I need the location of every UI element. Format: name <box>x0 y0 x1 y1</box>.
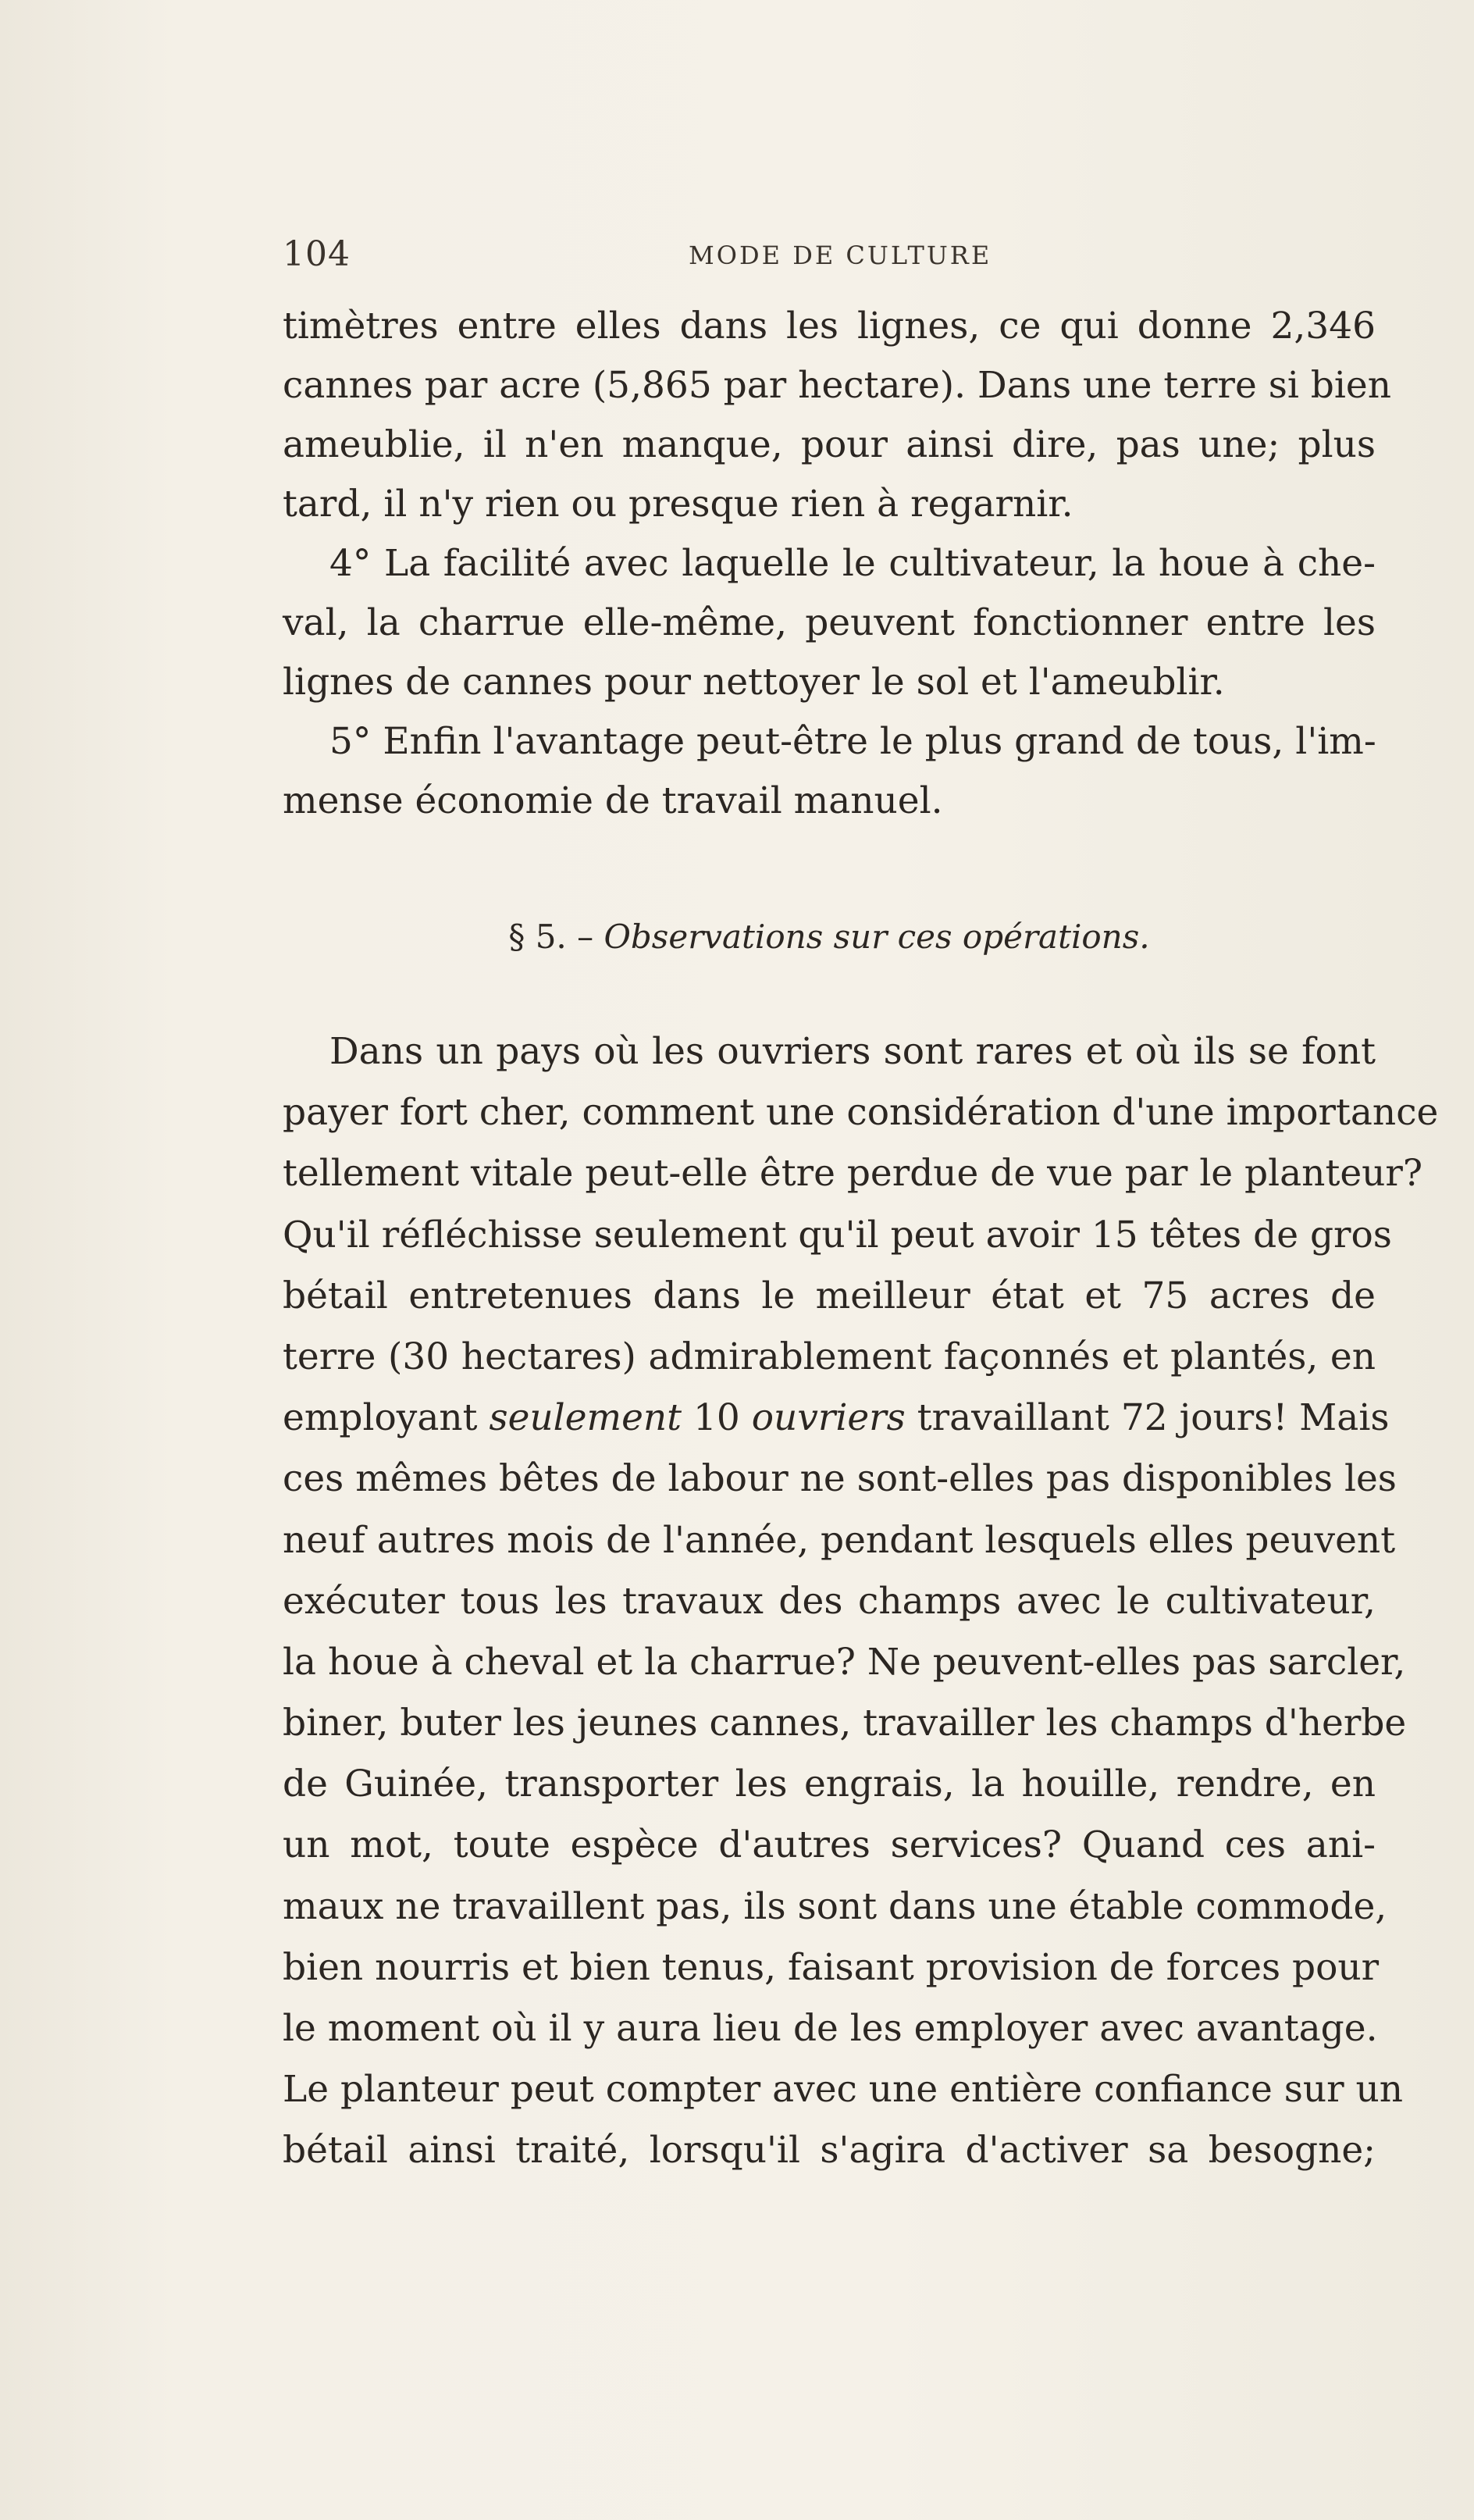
paragraph-line: exécuter tous les travaux des champs avec le cultivateur, <box>283 1579 1376 1623</box>
paragraph-line: 4° La facilité avec laquelle le cultivateur, la houe à che- <box>329 542 1376 585</box>
paragraph-line: tard, il n'y rien ou presque rien à regarnir. <box>283 483 1073 526</box>
running-title: MODE DE CULTURE <box>689 241 992 270</box>
text-block-top <box>283 297 1392 831</box>
paragraph-line: le moment où il y aura lieu de les employer avec avantage. <box>283 2007 1378 2050</box>
paragraph-line: de Guinée, transporter les engrais, la houille, rendre, en <box>283 1763 1376 1806</box>
paragraph-line: timètres entre elles dans les lignes, ce qui donne 2,346 <box>283 305 1376 348</box>
paragraph-line: biner, buter les jeunes cannes, travailler les champs d'herbe <box>283 1702 1407 1745</box>
paragraph-line: val, la charrue elle-même, peuvent fonctionner entre les <box>283 601 1376 644</box>
paragraph-line: Dans un pays où les ouvriers sont rares et où ils se font <box>329 1030 1376 1073</box>
page-header <box>283 234 1376 273</box>
section-heading <box>283 914 1376 961</box>
paragraph-line: bien nourris et bien tenus, faisant provision de forces pour <box>283 1945 1380 1989</box>
paragraph-line: neuf autres mois de l'année, pendant lesquels elles peuvent <box>283 1518 1396 1562</box>
paragraph-line: cannes par acre (5,865 par hectare). Dans une terre si bien <box>283 364 1392 407</box>
text-run: 10 <box>682 1396 752 1440</box>
page-number: 104 <box>283 234 351 274</box>
italic-word: seulement <box>489 1396 682 1440</box>
text-block-bottom <box>283 1021 1439 2182</box>
paragraph-line: 5° Enfin l'avantage peut-être le plus grand de tous, l'im- <box>329 720 1376 763</box>
paragraph-line: bétail ainsi traité, lorsqu'il s'agira d'activer sa besogne; <box>283 2129 1376 2172</box>
text-run: employant <box>283 1396 490 1440</box>
paragraph-line: ces mêmes bêtes de labour ne sont-elles pas disponibles les <box>283 1457 1397 1501</box>
section-title: Observations sur ces opérations. <box>603 918 1150 956</box>
paragraph-line: mense économie de travail manuel. <box>283 779 943 822</box>
paragraph-line: maux ne travaillent pas, ils sont dans une étable commode, <box>283 1884 1387 1928</box>
paragraph-line <box>283 1388 1390 1449</box>
paragraph-line: Qu'il réfléchisse seulement qu'il peut avoir 15 têtes de gros <box>283 1213 1392 1256</box>
paragraph-line: Le planteur peut compter avec une entière confiance sur un <box>283 2068 1404 2112</box>
paragraph-line: tellement vitale peut-elle être perdue de vue par le planteur? <box>283 1152 1423 1196</box>
paragraph-line: la houe à cheval et la charrue? Ne peuvent-elles pas sarcler, <box>283 1640 1406 1684</box>
paragraph-line: ameublie, il n'en manque, pour ainsi dire, pas une; plus <box>283 423 1376 466</box>
paragraph-line: payer fort cher, comment une considération d'une importance <box>283 1091 1439 1135</box>
section-number: § 5. – <box>508 918 604 956</box>
italic-word: ouvriers <box>751 1396 906 1440</box>
paragraph-line: un mot, toute espèce d'autres services? Quand ces ani- <box>283 1823 1376 1867</box>
text-run: travaillant 72 jours! Mais <box>905 1396 1390 1440</box>
paragraph-line: terre (30 hectares) admirablement façonnés et plantés, en <box>283 1335 1376 1378</box>
paragraph-line: lignes de cannes pour nettoyer le sol et l'ameublir. <box>283 661 1225 704</box>
paragraph-line: bétail entretenues dans le meilleur état et 75 acres de <box>283 1274 1376 1317</box>
